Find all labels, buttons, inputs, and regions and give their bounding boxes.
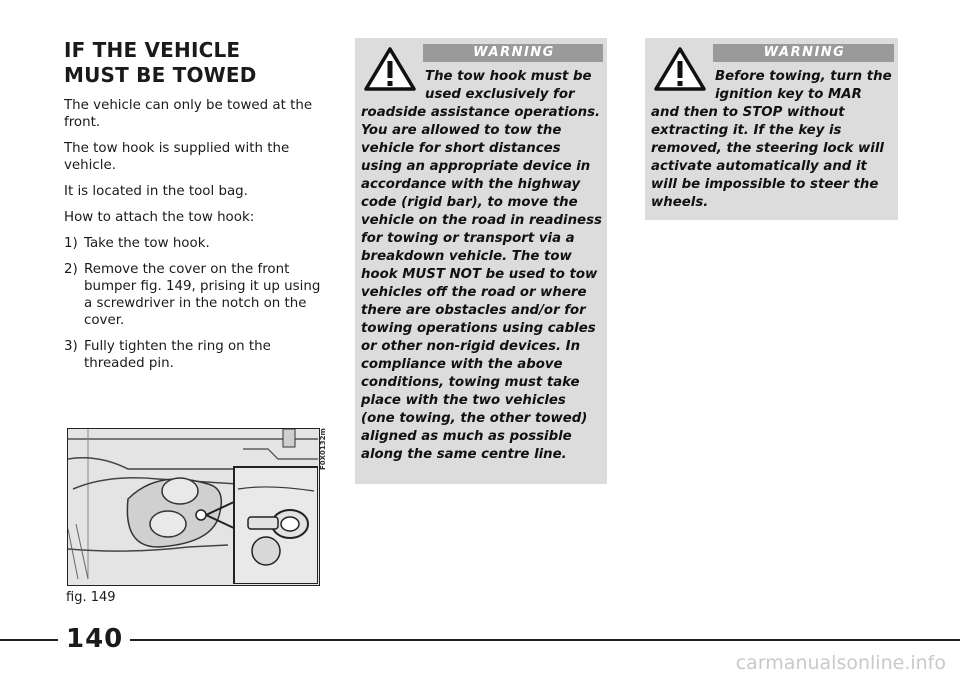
step-text: Remove the cover on the front bumper fig. 149, prising it up using a screwdriver in the notch on the cover. [84, 262, 321, 328]
paragraph: It is located in the tool bag. [64, 184, 248, 199]
figure-caption: fig. 149 [66, 590, 116, 605]
warning-triangle-icon [363, 46, 417, 92]
paragraph: How to attach the tow hook: [64, 210, 255, 225]
step-item [64, 338, 326, 372]
page-rule-right [130, 639, 960, 641]
page-number: 140 [66, 624, 124, 654]
front-bumper-drawing [68, 429, 318, 584]
figure-code: F0X0132m [319, 428, 327, 470]
watermark: carmanualsonline.info [735, 652, 946, 674]
page-rule-left [0, 639, 58, 641]
step-text: Take the tow hook. [84, 236, 210, 251]
tow-hook-illustration [67, 428, 320, 586]
warning-box-tow-hook-usage [355, 38, 607, 484]
step-list [64, 235, 326, 372]
step-item [64, 261, 326, 329]
section-title [64, 38, 257, 88]
towing-instructions [64, 97, 326, 381]
section-title-line-1: IF THE VEHICLE [64, 38, 241, 62]
step-number: 3) [64, 339, 78, 354]
step-number: 1) [64, 236, 78, 251]
step-text: Fully tighten the ring on the threaded pin. [84, 339, 271, 371]
warning-text: Before towing, turn the ignition key to MAR and then to STOP without extracting it. If the key is removed, the steering lock will activate automatically and it will be impossible to steer the wheels. [651, 69, 892, 210]
warning-header: WARNING [713, 44, 894, 62]
warning-text: The tow hook must be used exclusively for roadside assistance operations. You are allowed to tow the vehicle for short distances using an appropriate device in accordance with the highway code (rigid bar), to move the vehicle on the road in readiness for towing or transport via a breakdown vehicle. The tow hook MUST NOT be used to tow vehicles off the road or where there are obstacles and/or for towing operations using cables or other non-rigid devices. In compliance with the above conditions, towing must take place with the two vehicles (one towing, the other towed) aligned as much as possible along the same centre line. [361, 69, 602, 462]
warning-header: WARNING [423, 44, 603, 62]
warning-triangle-icon [653, 46, 707, 92]
paragraph: The tow hook is supplied with the vehicle. [64, 141, 290, 173]
step-item [64, 235, 326, 252]
section-title-line-2: MUST BE TOWED [64, 63, 257, 87]
step-number: 2) [64, 262, 78, 277]
paragraph: The vehicle can only be towed at the front. [64, 98, 313, 130]
warning-box-ignition-key [645, 38, 898, 220]
